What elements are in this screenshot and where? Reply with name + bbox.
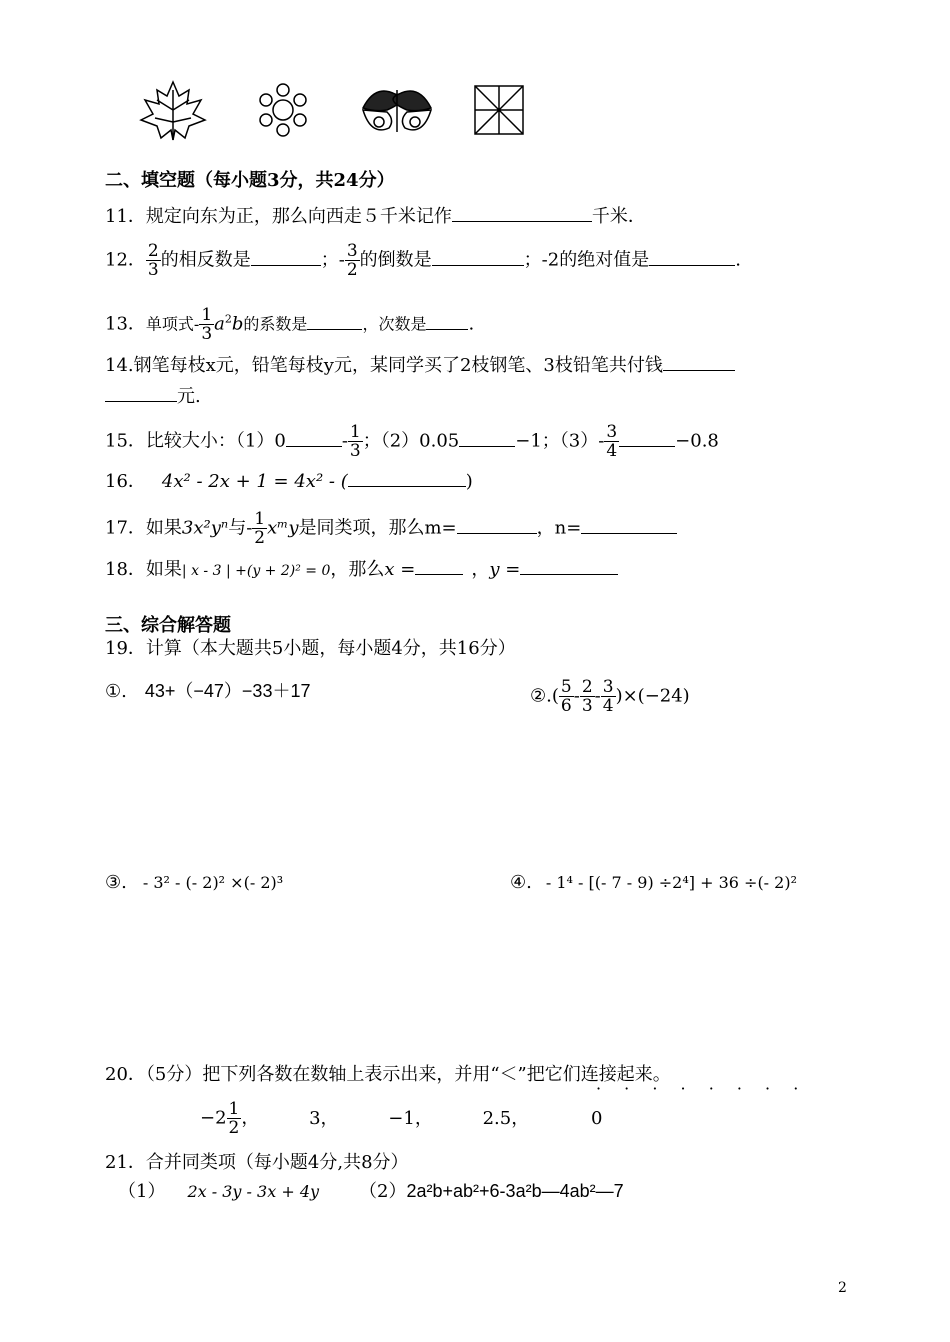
q19-part-4 — [510, 870, 797, 896]
q20-num-2: 3， — [309, 1107, 339, 1129]
q20-num-3: −1， — [388, 1107, 433, 1129]
q16-expression: 4x² - 2x + 1 = 4x² - ( — [161, 471, 348, 492]
q20-num-1-int: −2 — [200, 1107, 227, 1129]
q17-text-1: 如果 — [145, 517, 182, 539]
q18-blank-x[interactable] — [415, 556, 463, 575]
q13-fraction: $\frac{1}{3}$ — [201, 305, 213, 344]
q15-text-3: −1；（3）- — [515, 430, 605, 452]
q14-number: 14. — [105, 355, 134, 376]
q20-num-5: 0 — [590, 1107, 603, 1129]
q19-p2-fraction-2: $\frac{2}{3}$ — [581, 677, 593, 716]
question-15 — [105, 423, 719, 460]
q19-p3-label: ③. — [105, 872, 127, 893]
q15-text-2: ；（2）0.05 — [362, 430, 460, 452]
question-13 — [105, 306, 474, 343]
q16-number: 16． — [105, 471, 146, 492]
q21-number: 21． — [105, 1152, 146, 1173]
question-14 — [105, 352, 735, 379]
q17-text-2: 与- — [228, 517, 253, 539]
q17-expr-2: xᵐy — [267, 517, 299, 539]
question-20 — [105, 1062, 671, 1088]
q12-blank-2[interactable] — [432, 247, 524, 266]
q21-p1-label: （1） — [118, 1181, 166, 1202]
q18-y-label: y = — [489, 559, 521, 580]
q19-p3-expression: - 3² - (- 2)² ×(- 2)³ — [142, 873, 284, 892]
q15-number: 15． — [105, 430, 146, 452]
figure-row — [135, 80, 530, 142]
q12-number: 12． — [105, 249, 146, 271]
q17-number: 17． — [105, 517, 146, 539]
q18-number: 18． — [105, 559, 146, 580]
section-3-title: 三、综合解答题 — [105, 615, 231, 636]
q20-num-1-fraction: $\frac{1}{2}$ — [228, 1099, 240, 1138]
q13-text-1: 单项式- — [145, 314, 200, 334]
q17-expr-1: 3x²yⁿ — [181, 517, 229, 539]
q12-text-1: 的相反数是 — [160, 249, 251, 271]
q17-text-3: 是同类项，那么m= — [298, 517, 457, 539]
q12-fraction-1: $\frac{2}{3}$ — [147, 241, 159, 280]
q19-p4-expression: - 1⁴ - [(- 7 - 9) ÷2⁴] + 36 ÷(- 2)² — [545, 873, 798, 892]
q15-blank-1[interactable] — [286, 428, 342, 447]
q16-close-paren: ) — [465, 471, 473, 492]
q18-x-label: x = — [384, 559, 416, 580]
q12-blank-1[interactable] — [251, 247, 321, 266]
question-18: 18．如果| x - 3 | +(y + 2)² = 0，那么x = ，y = — [105, 556, 618, 584]
q15-fraction-1: $\frac{1}{3}$ — [349, 422, 361, 461]
q21-p2-expression: 2a²b+ab²+6-3a²b—4ab²—7 — [406, 1181, 624, 1201]
q17-blank-n[interactable] — [581, 515, 677, 534]
q19-p2-open: ( — [551, 685, 559, 707]
q17-text-4: ，n= — [536, 517, 582, 539]
q15-fraction-2: $\frac{3}{4}$ — [606, 422, 618, 461]
q12-sep-2: ；- — [523, 249, 548, 271]
q20-emphasis-dots: · · · · · · · · — [596, 1079, 808, 1098]
question-16 — [105, 468, 473, 495]
q14-blank-1[interactable] — [663, 352, 735, 371]
question-21 — [105, 1150, 409, 1176]
q20-num-1-sep: ， — [241, 1107, 260, 1129]
q19-part-1 — [105, 678, 310, 705]
q12-end: . — [735, 249, 741, 271]
q19-number: 19． — [105, 638, 146, 659]
q20-numbers — [200, 1100, 602, 1137]
q13-blank-2[interactable] — [426, 311, 468, 330]
q15-blank-2[interactable] — [459, 428, 515, 447]
q19-p1-label: ①. — [105, 681, 127, 702]
q21-text: 合并同类项（每小题4分,共8分） — [145, 1152, 409, 1173]
question-14-cont — [105, 383, 201, 410]
q18-expression: | x - 3 | +(y + 2)² = 0 — [181, 563, 331, 579]
q13-expr-a: a — [214, 313, 225, 335]
q12-fraction-2: $\frac{3}{2}$ — [346, 241, 358, 280]
q21-parts — [118, 1178, 624, 1205]
q13-exponent: 2 — [224, 312, 232, 326]
q17-blank-m[interactable] — [457, 515, 537, 534]
q15-text-4: −0.8 — [675, 430, 719, 452]
question-19 — [105, 636, 516, 662]
q19-p1-expression: 43+（−47）−33＋17 — [144, 681, 311, 701]
q19-text: 计算（本大题共5小题，每小题4分，共16分） — [145, 638, 516, 659]
q12-value-3: 2 — [547, 249, 560, 271]
q20-number: 20． — [105, 1064, 146, 1085]
q19-p2-label: ②. — [530, 685, 552, 707]
q13-blank-1[interactable] — [307, 311, 362, 330]
q20-text: （5分）把下列各数在数轴上表示出来，并用“＜”把它们连接起来。 — [145, 1064, 671, 1085]
q16-blank[interactable] — [348, 468, 466, 487]
q12-blank-3[interactable] — [649, 247, 735, 266]
question-12 — [105, 242, 741, 279]
q14-unit: 元. — [177, 386, 201, 407]
q19-p2-fraction-3: $\frac{3}{4}$ — [602, 677, 614, 716]
q11-text: 规定向东为正，那么向西走５千米记作 — [145, 206, 452, 227]
q13-number: 13． — [105, 313, 146, 335]
q19-part-3 — [105, 870, 283, 896]
q15-minus: - — [341, 430, 348, 452]
q15-blank-3[interactable] — [619, 428, 675, 447]
q21-p2-label: （2） — [359, 1181, 407, 1202]
q21-p1-expression: 2x - 3y - 3x + 4y — [187, 1182, 320, 1201]
section-2-title: 二、填空题（每小题3分，共24分） — [105, 170, 395, 191]
q19-p4-label: ④. — [510, 872, 532, 893]
q13-text-2: 的系数是 — [243, 314, 308, 334]
q14-text: 钢笔每枝x元，铅笔每枝y元，某同学买了2枝钢笔、3枝铅笔共付钱 — [133, 355, 663, 376]
q18-blank-y[interactable] — [520, 556, 618, 575]
q11-unit: 千米． — [591, 206, 646, 227]
q11-number: 11． — [105, 206, 146, 227]
question-11 — [105, 203, 646, 230]
maple-leaf-figure — [135, 80, 530, 142]
q18-text-2: ，那么 — [330, 559, 385, 580]
q12-text-2: 的倒数是 — [359, 249, 432, 271]
page-number: 2 — [838, 1280, 847, 1296]
q13-text-3: ，次数是 — [362, 314, 427, 334]
q20-num-4: 2.5， — [482, 1107, 530, 1129]
q13-end: . — [468, 313, 475, 335]
q15-text-1: 比较大小：（1）0 — [145, 430, 286, 452]
question-17 — [105, 510, 677, 547]
q12-sep-1: ；- — [320, 249, 345, 271]
q17-fraction: $\frac{1}{2}$ — [254, 509, 266, 548]
q14-blank-2[interactable] — [105, 383, 177, 402]
q13-expr-b: b — [231, 313, 244, 335]
q12-text-3: 的绝对值是 — [559, 249, 650, 271]
q19-p2-fraction-1: $\frac{5}{6}$ — [560, 677, 572, 716]
q11-answer-blank[interactable] — [452, 203, 592, 222]
q18-text-1: 如果 — [145, 559, 182, 580]
q19-p2-close: )×(−24) — [615, 685, 690, 707]
q19-part-2: ②.( $\frac{5}{6}$ - $\frac{2}{3}$ - $\frac{3}{4}$ )×(−24) — [530, 677, 690, 716]
